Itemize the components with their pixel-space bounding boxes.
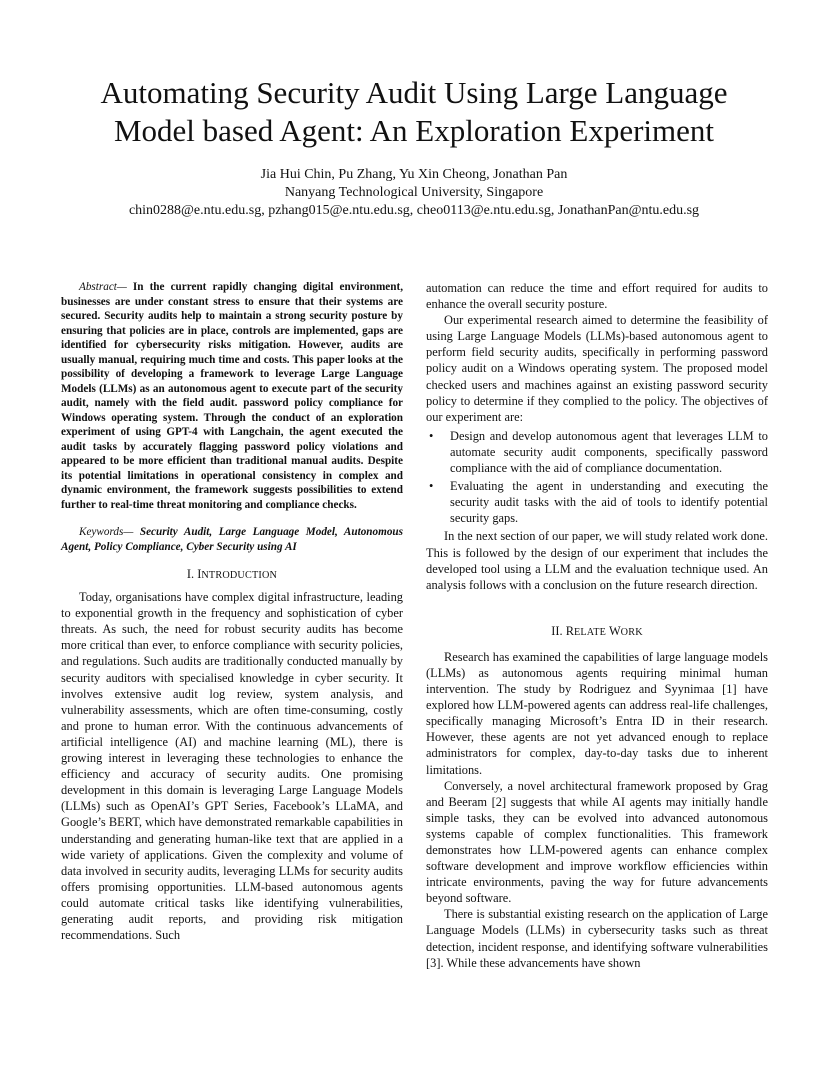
- section-heading-related-work: [426, 623, 768, 641]
- list-item-text: Evaluating the agent in understanding and executing the security audit tasks with the aid of tools to identify potential security gaps.: [450, 479, 768, 526]
- related-work-paragraph-2: Conversely, a novel architectural framework proposed by Grag and Beeram [2] suggests that while AI agents may initially handle simple tasks, they can be evolved into advanced autonomous systems capable of complex functionalities. This framework demonstrates how LLM-powered agents can enhance complex software development and improve workflow efficiencies within intricate environments, paving the way for future advancements beyond software.: [426, 778, 768, 906]
- abstract-text: In the current rapidly changing digital environment, businesses are under constant stress to ensure that their systems are secured. Security audits help to maintain a strong security posture by ensuring that policies are in place, controls are implemented, gaps are identified for cybersecurity risks mitigation. However, audits are usually manual, requiring much time and costs. This paper looks at the possibility of developing a framework to leverage Large Language Models (LLMs) as an autonomous agent to execute part of the security audit, namely with the field audit. password policy compliance for Windows operating system. Through the conduct of an exploration experiment of using GPT-4 with Langchain, the agent executed the audit tasks by accurately flagging password policy violations and appeared to be more efficient than traditional manual audits. Despite its potential limitations in operational consistency in complex and dynamic environment, the framework suggests possibilities to extend further to real-time threat monitoring and compliance checks.: [61, 281, 403, 511]
- author-affiliation: Nanyang Technological University, Singapore: [284, 185, 544, 200]
- section-heading-introduction: [61, 566, 403, 584]
- section-title-rest: NTRODUCTION: [201, 570, 278, 581]
- intro-paragraph-1-continued: automation can reduce the time and effort required for audits to enhance the overall security posture.: [426, 281, 768, 312]
- section-title-rest: ELATE: [573, 626, 607, 638]
- related-work-paragraph-3: There is substantial existing research on the application of Large Language Models (LLMs) in cybersecurity tasks such as threat detection, incident response, and identifying software vulnerabilities [3]. While these advancements have shown: [426, 907, 768, 970]
- bullet-icon: •: [429, 479, 434, 494]
- intro-paragraph-3: In the next section of our paper, we will study related work done. This is followed by the design of our experiment that includes the developed tool using a LLM and the evaluation technique used. An analysis follows with a conclusion on the future research direction.: [426, 529, 768, 592]
- abstract-label: Abstract—: [79, 281, 127, 293]
- keywords: [61, 525, 403, 554]
- section-title-initial: I: [197, 567, 202, 581]
- paper-title: [40, 74, 788, 150]
- related-work-paragraph-1: Research has examined the capabilities of large language models (LLMs) as autonomous agents requiring minimal human intervention. The study by Rodriguez and Syynimaa [1] have explored how LLM-powered agents can address real-life challenges, specifically managing Microsoft’s Entra ID in their research. However, these agents are not yet advanced enough to replace administrators for complex, day-to-day tasks due to inherent limitations.: [426, 649, 768, 777]
- keywords-text: Security Audit, Large Language Model, Autonomous Agent, Policy Compliance, Cyber Security using AI: [61, 526, 403, 553]
- keywords-label: Keywords—: [79, 526, 134, 538]
- intro-paragraph-1: Today, organisations have complex digital infrastructure, leading to exponential growth in the frequency and sophistication of cyber threats. As such, the need for robust security audits has become more critical than ever, to enforce compliance with security policies, and regulations. Such audits are traditionally conducted manually by security auditors with specialised knowledge in cyber security. It involves extensive audit log review, system analysis, and vulnerability assessments, which are often time-consuming, costly and prone to human error. With the continuous advancements of artificial intelligence (AI) and machine learning (ML), there is growing interest in leveraging these technologies to enhance the efficiency and accuracy of security audits. One promising development in this domain is leveraging Large Language Models (LLMs) such as OpenAI’s GPT Series, Facebook’s LLaMA, and Google’s BERT, which have demonstrated remarkable capabilities in understanding and generating human-like text that are applied in a wide variety of applications. Given the complexity and volume of data involved in security audits, leveraging LLMs for security audits offers promising opportunities. LLM-based autonomous agents could automate critical tasks like identifying vulnerabilities, generating audit reports, and providing risk mitigation recommendations. Such: [61, 590, 403, 943]
- title-line-1: Automating Security Audit Using Large Language: [100, 75, 728, 110]
- section-title-initial: W: [608, 623, 621, 638]
- title-line-2: Model based Agent: An Exploration Experiment: [113, 113, 715, 148]
- abstract: [61, 280, 403, 512]
- list-item-text: Design and develop autonomous agent that leverages LLM to automate security audit components, specifically password compliance with the aid of compliance documentation.: [450, 428, 768, 476]
- right-column: [426, 280, 768, 971]
- left-column: [61, 280, 403, 943]
- author-emails: chin0288@e.ntu.edu.sg, pzhang015@e.ntu.edu.sg, cheo0113@e.ntu.edu.sg, JonathanPan@ntu.edu.sg: [128, 203, 700, 218]
- list-item: [426, 428, 768, 476]
- section-title-rest: ORK: [620, 626, 643, 638]
- bullet-icon: •: [429, 428, 434, 443]
- section-number: I.: [186, 567, 195, 581]
- author-block: [40, 166, 788, 220]
- section-number: II.: [551, 623, 563, 638]
- intro-paragraph-2: Our experimental research aimed to determine the feasibility of using Large Language Models (LLMs)-based autonomous agent to perform field security audits, specifically in performing password policy audit on a Windows operating system. The proposed model checked users and machines against an existing password security policy to determine if they complied to the policy. The objectives of our experiment are:: [426, 313, 768, 424]
- objectives-list: [426, 428, 768, 527]
- section-title-initial: R: [565, 623, 574, 638]
- author-names: Jia Hui Chin, Pu Zhang, Yu Xin Cheong, Jonathan Pan: [260, 167, 568, 182]
- list-item: [426, 478, 768, 526]
